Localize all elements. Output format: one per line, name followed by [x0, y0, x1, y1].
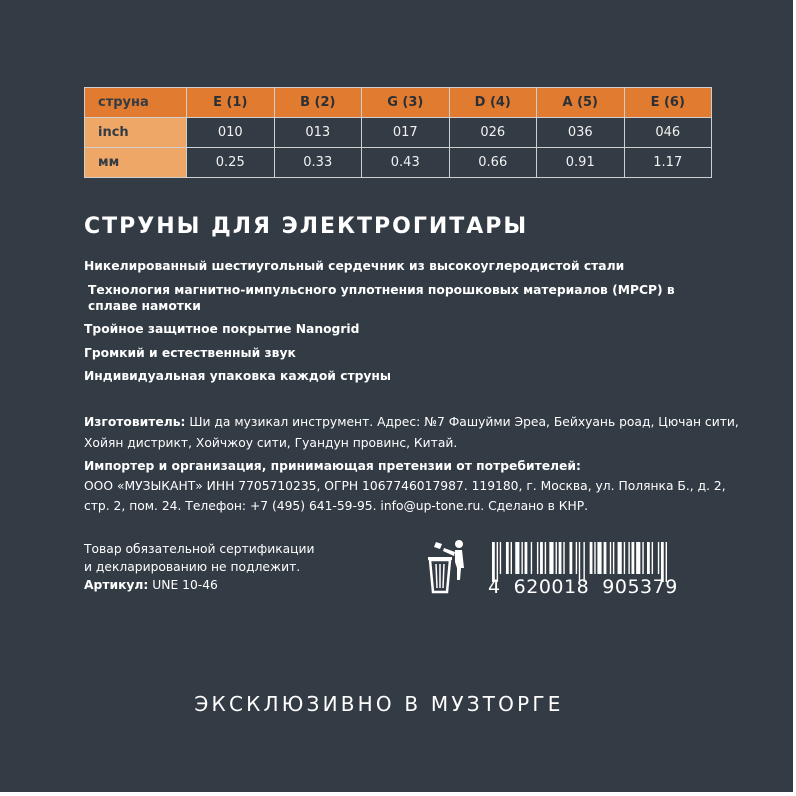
- barcode-bar: [613, 542, 614, 574]
- table-header-cell: E (1): [187, 88, 275, 118]
- certification-line: Товар обязательной сертификации: [84, 542, 315, 556]
- article-label: Артикул:: [84, 578, 149, 592]
- table-row: [85, 118, 712, 148]
- table-header-row: [85, 88, 712, 118]
- feature-item: Громкий и естественный звук: [84, 345, 296, 360]
- barcode-bar: [636, 542, 640, 574]
- barcode-bar: [604, 542, 607, 574]
- table-cell: 0.25: [187, 148, 275, 178]
- string-gauge-table: [84, 87, 712, 178]
- barcode-bar: [570, 542, 573, 574]
- article-line: [84, 576, 384, 594]
- recycle-bin-icon: [424, 538, 474, 596]
- importer-info: [84, 456, 744, 516]
- table-header-cell: B (2): [274, 88, 362, 118]
- table-header-cell: D (4): [449, 88, 537, 118]
- table-header-cell: E (6): [624, 88, 712, 118]
- table-cell: 017: [362, 118, 450, 148]
- table-cell: 013: [274, 118, 362, 148]
- table-cell: 0.66: [449, 148, 537, 178]
- barcode-bar: [521, 542, 522, 574]
- table-cell: 0.43: [362, 148, 450, 178]
- importer-text: ООО «МУЗЫКАНТ» ИНН 7705710235, ОГРН 1067746017987. 119180, г. Москва, ул. Полянка Б., д. 2, стр. 2, пом. 24. Телефон: +7 (495) 641-59-95. info@up-tone.ru. Сделано в КНР.: [84, 479, 726, 513]
- barcode-bar: [556, 542, 557, 574]
- table-cell: 010: [187, 118, 275, 148]
- table-cell: 1.17: [624, 148, 712, 178]
- row-label: inch: [85, 118, 187, 148]
- table-cell: 046: [624, 118, 712, 148]
- barcode-bar: [632, 542, 635, 574]
- table-cell: 026: [449, 118, 537, 148]
- manufacturer-label: Изготовитель:: [84, 415, 186, 429]
- barcode-bar: [618, 542, 622, 574]
- table-cell: 0.33: [274, 148, 362, 178]
- barcode-bar: [597, 542, 601, 574]
- barcode-bar: [511, 542, 512, 574]
- barcode-bar: [610, 542, 611, 574]
- barcode-digits: 4 620018 905379: [488, 576, 678, 598]
- manufacturer-info: [84, 412, 744, 454]
- slogan: ЭКСКЛЮЗИВНО В МУЗТОРГЕ: [194, 692, 564, 716]
- row-label: мм: [85, 148, 187, 178]
- certification-info: [84, 540, 384, 594]
- importer-label: Импортер и организация, принимающая претензии от потребителей:: [84, 459, 581, 473]
- product-title: СТРУНЫ ДЛЯ ЭЛЕКТРОГИТАРЫ: [84, 214, 529, 239]
- barcode-bar: [531, 542, 532, 574]
- barcode-bar: [515, 542, 519, 574]
- article-value: UNE 10-46: [148, 578, 218, 592]
- feature-list: [84, 258, 724, 392]
- manufacturer-text: Ши да музикал инструмент. Адрес: №7 Фашуйми Эреа, Бейхуань роад, Цючан сити, Хойян дистрикт, Хойчжоу сити, Гуандун провинс, Китай.: [84, 415, 739, 450]
- table-row: [85, 148, 712, 178]
- table-header-cell: A (5): [537, 88, 625, 118]
- barcode-bar: [545, 542, 546, 574]
- feature-item: Никелированный шестиугольный сердечник из высокоуглеродистой стали: [84, 259, 625, 273]
- barcode-bar: [624, 542, 625, 574]
- barcode-bar: [594, 542, 595, 574]
- barcode-bar: [506, 542, 509, 574]
- table-cell: 0.91: [537, 148, 625, 178]
- certification-line: и декларированию не подлежит.: [84, 560, 301, 574]
- barcode-bar: [500, 542, 501, 574]
- feature-item: Технология магнитно-импульсного уплотнения порошковых материалов (МРСР) в сплаве намотки: [88, 282, 675, 313]
- barcode-bar: [652, 542, 653, 574]
- barcode-bar: [590, 542, 593, 574]
- feature-item: Индивидуальная упаковка каждой струны: [84, 369, 392, 383]
- barcode-bar: [642, 542, 643, 574]
- barcode-bar: [576, 542, 577, 574]
- table-cell: 036: [537, 118, 625, 148]
- feature-item: Тройное защитное покрытие Nanogrid: [84, 322, 360, 336]
- table-header-cell: G (3): [362, 88, 450, 118]
- barcode-bar: [549, 542, 553, 574]
- barcode-bar: [628, 542, 629, 574]
- barcode-bar: [540, 542, 543, 574]
- barcode-bar: [559, 542, 562, 574]
- barcode-bar: [658, 542, 659, 574]
- barcode-bar: [537, 542, 538, 574]
- barcode-bar: [563, 542, 564, 574]
- barcode-bar: [525, 542, 528, 574]
- table-header-cell: струна: [85, 88, 187, 118]
- barcode-bar: [647, 542, 650, 574]
